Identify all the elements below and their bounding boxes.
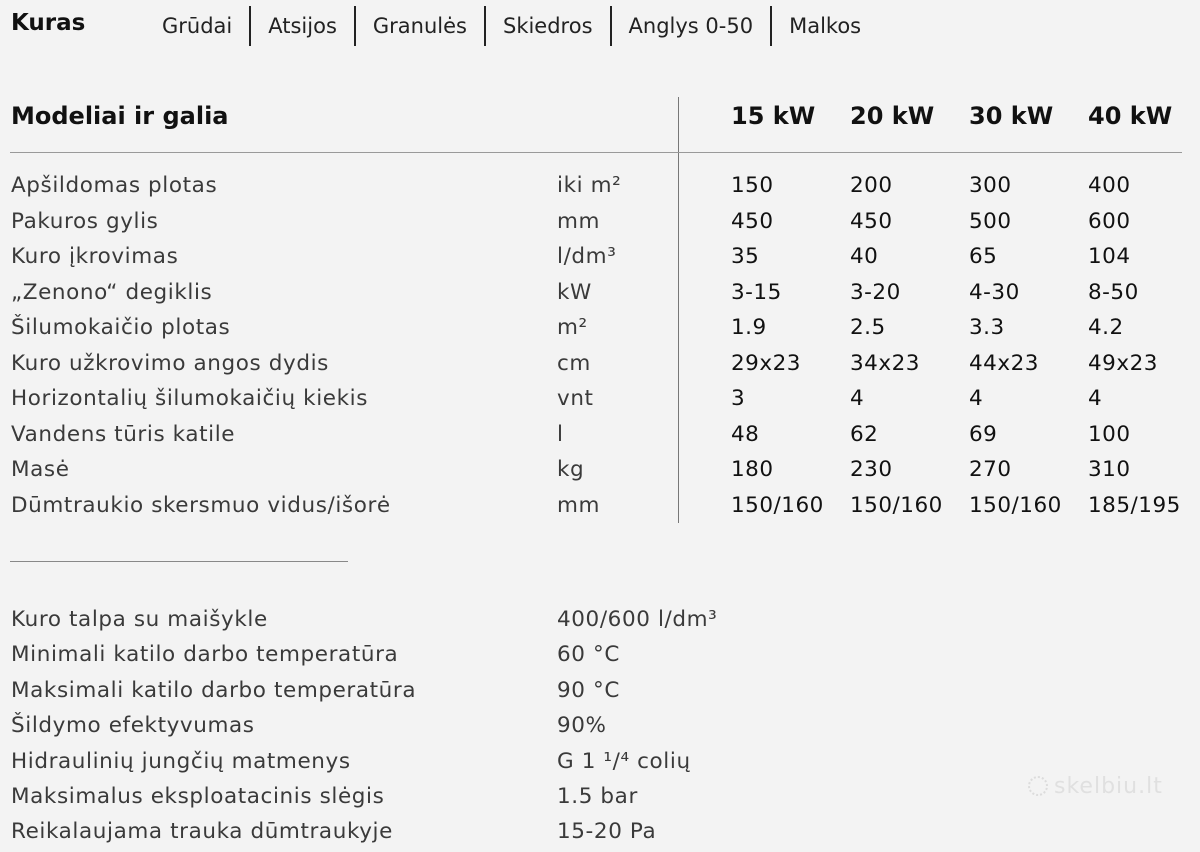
row-value: 62 (850, 421, 879, 447)
row-value: 65 (969, 244, 998, 269)
row-value: 4 (1088, 386, 1103, 411)
row-value: 400 (1088, 173, 1131, 198)
extra-spec-row (0, 673, 1200, 708)
row-label: Kuro užkrovimo angos dydis (11, 350, 329, 376)
row-value: 48 (731, 421, 760, 447)
row-label: „Zenono“ degiklis (11, 279, 213, 305)
header-divider (10, 152, 1182, 153)
row-unit: l (557, 421, 564, 447)
extra-spec-label: Maksimalus eksploatacinis slėgis (11, 784, 385, 809)
row-value: 4 (969, 386, 984, 411)
column-header-40kw: 40 kW (1088, 102, 1173, 130)
table-row (0, 346, 1200, 381)
row-value: 1.9 (731, 315, 767, 340)
table-row (0, 452, 1200, 487)
row-unit: kW (557, 279, 592, 305)
row-value: 500 (969, 208, 1012, 234)
fuel-tab-malkos[interactable]: Malkos (770, 6, 878, 46)
extra-spec-value: 90% (557, 713, 607, 739)
table-header-title: Modeliai ir galia (11, 102, 229, 130)
extra-spec-label: Kuro talpa su maišykle (11, 607, 268, 632)
fuel-tab-anglys[interactable]: Anglys 0-50 (610, 6, 771, 46)
column-header-15kw: 15 kW (731, 102, 816, 130)
row-unit: vnt (557, 386, 594, 411)
table-row (0, 275, 1200, 310)
row-value: 310 (1088, 457, 1131, 482)
section-separator (10, 561, 348, 562)
row-label: Apšildomas plotas (11, 173, 218, 198)
row-value: 200 (850, 173, 893, 198)
extra-spec-row (0, 602, 1200, 637)
row-label: Masė (11, 457, 70, 482)
row-unit: cm (557, 350, 591, 376)
extra-spec-value: G 1 ¹/⁴ colių (557, 748, 691, 774)
row-value: 2.5 (850, 315, 886, 340)
row-value: 3 (731, 386, 746, 411)
row-value: 29x23 (731, 350, 801, 376)
row-value: 450 (850, 208, 893, 234)
extra-spec-value: 400/600 l/dm³ (557, 607, 718, 632)
row-unit: mm (557, 208, 601, 234)
row-unit: mm (557, 492, 601, 518)
extra-spec-label: Maksimali katilo darbo temperatūra (11, 677, 417, 703)
row-value: 4 (850, 386, 865, 411)
fuel-tab-granules[interactable]: Granulės (354, 6, 484, 46)
column-header-30kw: 30 kW (969, 102, 1054, 130)
extra-spec-row (0, 779, 1200, 814)
table-row (0, 204, 1200, 239)
fuel-tabs (145, 6, 878, 46)
row-value: 150/160 (850, 492, 943, 518)
row-value: 3-15 (731, 279, 782, 305)
table-row (0, 488, 1200, 523)
row-value: 185/195 (1088, 492, 1181, 518)
row-value: 180 (731, 457, 774, 482)
row-value: 40 (850, 244, 879, 269)
watermark-text: skelbiu.lt (1054, 774, 1163, 799)
fuel-tab-skiedros[interactable]: Skiedros (484, 6, 610, 46)
row-value: 150/160 (969, 492, 1062, 518)
watermark-logo-icon (1028, 776, 1048, 796)
extra-spec-value: 15-20 Pa (557, 819, 657, 845)
fuel-tab-atsijos[interactable]: Atsijos (249, 6, 354, 46)
row-value: 150 (731, 173, 774, 198)
table-row (0, 417, 1200, 452)
extra-spec-row (0, 637, 1200, 672)
row-unit: kg (557, 457, 585, 482)
row-value: 3.3 (969, 315, 1005, 340)
row-unit: iki m² (557, 173, 622, 198)
row-unit: m² (557, 315, 588, 340)
row-value: 600 (1088, 208, 1131, 234)
fuel-tab-grudai[interactable]: Grūdai (162, 14, 233, 38)
extra-spec-label: Minimali katilo darbo temperatūra (11, 642, 399, 668)
row-label: Pakuros gylis (11, 208, 159, 234)
extra-spec-value: 1.5 bar (557, 784, 638, 809)
extra-spec-label: Reikalaujama trauka dūmtraukyje (11, 819, 393, 845)
row-value: 69 (969, 421, 998, 447)
row-label: Vandens tūris katile (11, 421, 236, 447)
row-value: 49x23 (1088, 350, 1158, 376)
watermark (1028, 774, 1163, 799)
table-row (0, 168, 1200, 203)
row-label: Šilumokaičio plotas (11, 315, 231, 340)
extra-spec-label: Šildymo efektyvumas (11, 713, 255, 739)
row-value: 150/160 (731, 492, 824, 518)
extra-spec-row (0, 708, 1200, 743)
column-header-20kw: 20 kW (850, 102, 935, 130)
row-label: Horizontalių šilumokaičių kiekis (11, 386, 369, 411)
table-row (0, 239, 1200, 274)
row-unit: l/dm³ (557, 244, 617, 269)
row-label: Kuro įkrovimas (11, 244, 179, 269)
row-value: 270 (969, 457, 1012, 482)
row-value: 4.2 (1088, 315, 1124, 340)
row-value: 34x23 (850, 350, 920, 376)
row-value: 4-30 (969, 279, 1020, 305)
row-value: 44x23 (969, 350, 1039, 376)
row-value: 230 (850, 457, 893, 482)
row-value: 104 (1088, 244, 1131, 269)
row-value: 300 (969, 173, 1012, 198)
table-row (0, 381, 1200, 416)
extra-spec-value: 60 °C (557, 642, 620, 668)
row-value: 35 (731, 244, 760, 269)
row-value: 3-20 (850, 279, 901, 305)
extra-spec-value: 90 °C (557, 677, 620, 703)
extra-spec-label: Hidraulinių jungčių matmenys (11, 748, 351, 774)
row-value: 450 (731, 208, 774, 234)
fuel-label: Kuras (11, 10, 86, 36)
row-value: 100 (1088, 421, 1131, 447)
row-value: 8-50 (1088, 279, 1139, 305)
row-label: Dūmtraukio skersmuo vidus/išorė (11, 492, 391, 518)
extra-spec-row (0, 814, 1200, 849)
extra-spec-row (0, 744, 1200, 779)
table-row (0, 310, 1200, 345)
